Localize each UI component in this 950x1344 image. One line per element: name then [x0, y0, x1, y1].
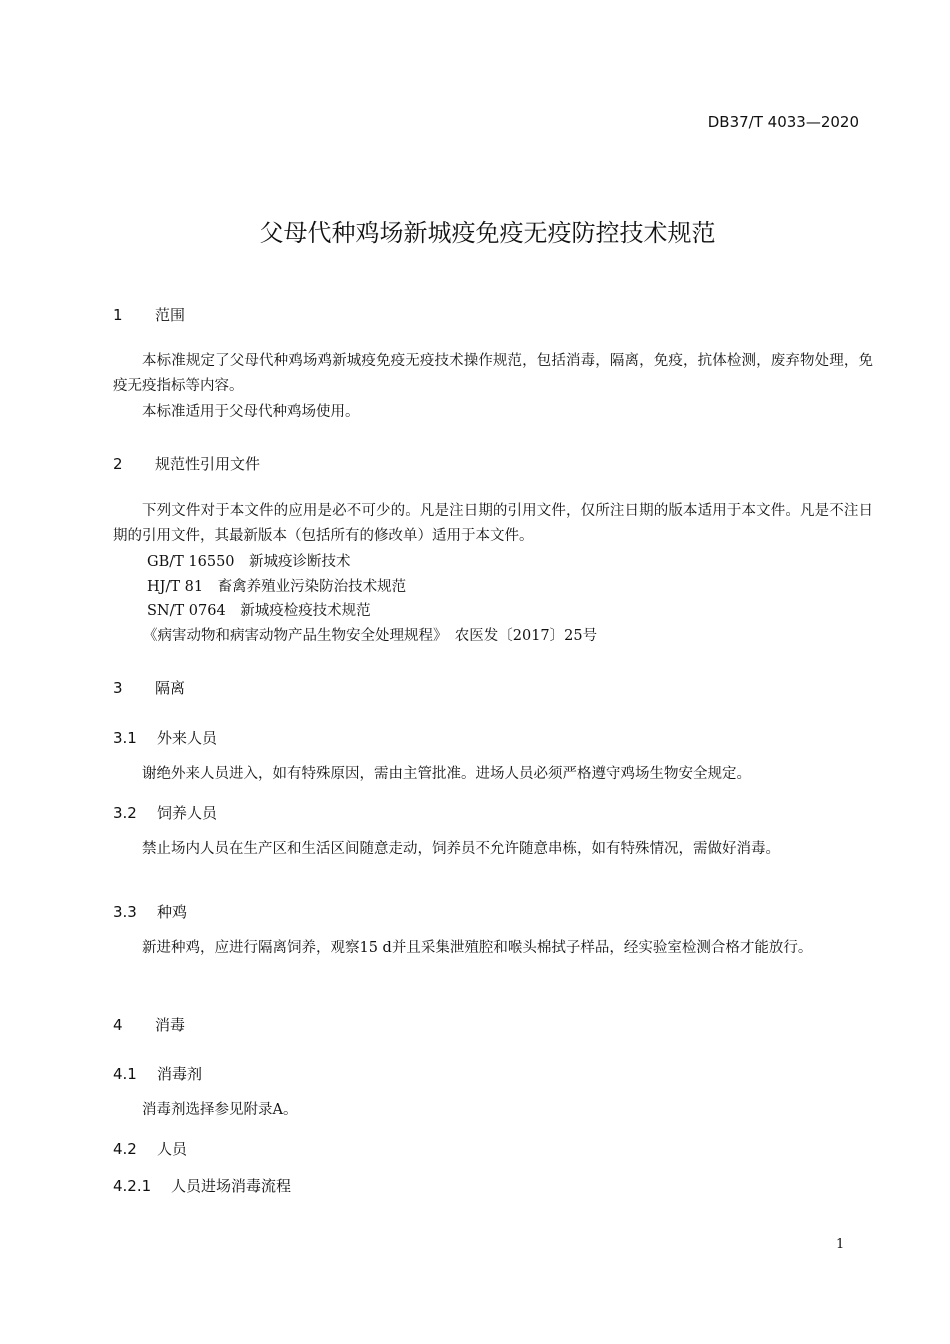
section-title: 消毒 [155, 1016, 186, 1034]
paragraph: 本标准适用于父母代种鸡场使用。 [142, 404, 360, 420]
section-title: 饲养人员 [157, 804, 218, 822]
paragraph: 谢绝外来人员进入，如有特殊原因，需由主管批准。进场人员必须严格遵守鸡场生物安全规定。 [142, 766, 751, 782]
subsection-3-3-heading [113, 901, 187, 922]
section-number: 3.1 [113, 729, 137, 747]
reference-item: GB/T 16550 新城疫诊断技术 [147, 554, 351, 570]
reference-item: HJ/T 81 畜禽养殖业污染防治技术规范 [147, 579, 407, 595]
section-title: 种鸡 [157, 903, 188, 921]
section-number: 3.3 [113, 903, 137, 921]
subsection-3-2-heading [113, 802, 217, 823]
reference-item: 《病害动物和病害动物产品生物安全处理规程》 农医发〔2017〕25号 [143, 628, 598, 644]
section-title: 人员 [157, 1140, 188, 1158]
section-number: 4 [113, 1016, 123, 1034]
paragraph: 新进种鸡，应进行隔离饲养，观察15 d并且采集泄殖腔和喉头棉拭子样品，经实验室检测合格才能放行。 [142, 940, 813, 956]
paragraph: 消毒剂选择参见附录A。 [142, 1102, 298, 1118]
section-title: 规范性引用文件 [155, 455, 261, 473]
section-title: 隔离 [155, 679, 186, 697]
section-number: 4.2.1 [113, 1177, 152, 1195]
section-title: 外来人员 [157, 729, 218, 747]
subsection-4-1-heading [113, 1063, 202, 1084]
paragraph: 下列文件对于本文件的应用是必不可少的。凡是注日期的引用文件，仅所注日期的版本适用于本文件。凡是不注日期的引用文件，其最新版本（包括所有的修改单）适用于本文件。 [113, 503, 873, 544]
paragraph: 禁止场内人员在生产区和生活区间随意走动，饲养员不允许随意串栋，如有特殊情况，需做好消毒。 [142, 841, 780, 857]
section-number: 3.2 [113, 804, 137, 822]
subsection-3-1-heading [113, 727, 217, 748]
standard-id: DB37/T 4033—2020 [707, 113, 859, 131]
paragraph: 本标准规定了父母代种鸡场鸡新城疫免疫无疫技术操作规范，包括消毒，隔离，免疫，抗体检测，废弃物处理，免疫无疫指标等内容。 [113, 353, 873, 394]
section-1-heading [113, 304, 185, 325]
section-number: 3 [113, 679, 123, 697]
reference-item: SN/T 0764 新城疫检疫技术规范 [147, 603, 371, 619]
section-title: 人员进场消毒流程 [171, 1177, 292, 1195]
section-title: 消毒剂 [157, 1065, 203, 1083]
subsection-4-2-heading [113, 1138, 187, 1159]
section-4-heading [113, 1014, 185, 1035]
subsection-4-2-1-heading [113, 1175, 291, 1196]
section-3-heading [113, 677, 185, 698]
page-number: 1 [836, 1237, 845, 1252]
section-number: 2 [113, 455, 123, 473]
section-2-heading [113, 453, 260, 474]
section-number: 4.1 [113, 1065, 137, 1083]
section-title: 范围 [155, 306, 186, 324]
section-number: 4.2 [113, 1140, 137, 1158]
section-number: 1 [113, 306, 123, 324]
document-title: 父母代种鸡场新城疫免疫无疫防控技术规范 [259, 219, 716, 247]
